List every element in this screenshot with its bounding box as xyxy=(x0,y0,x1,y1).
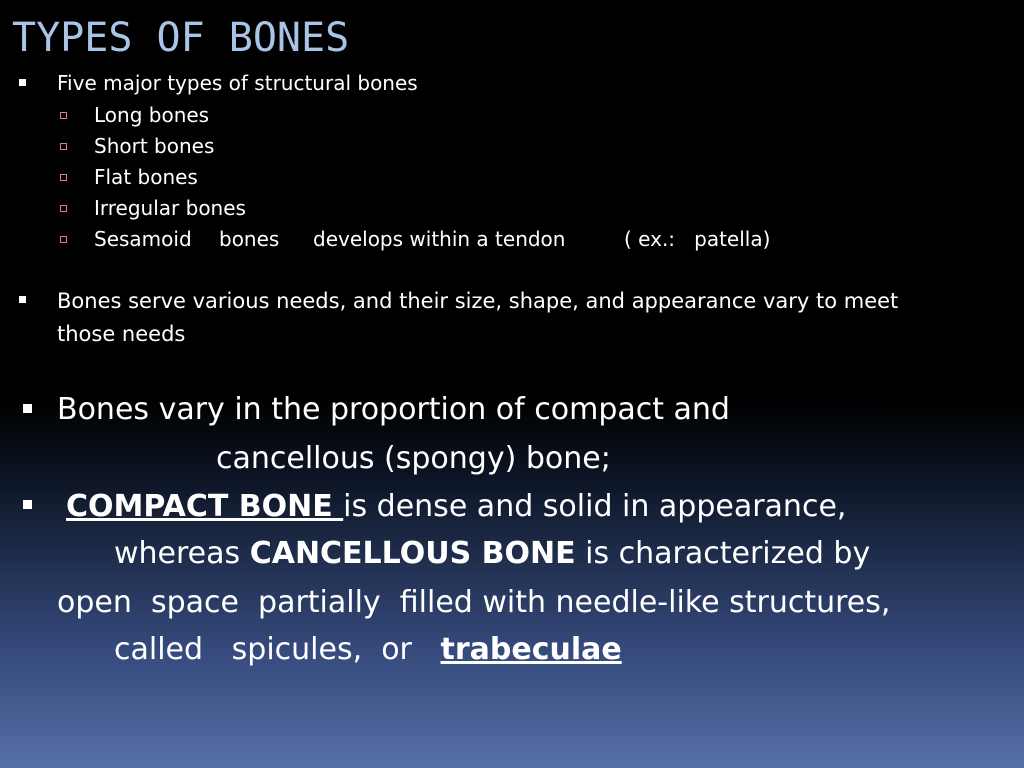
bullet-3-line-2: cancellous (spongy) bone; xyxy=(216,441,611,476)
sub-item-sesamoid-word: bones xyxy=(219,227,280,251)
sub-bullet-marker xyxy=(60,112,67,119)
sub-item-long: Long bones xyxy=(94,103,210,127)
bullet-4-line-1 xyxy=(66,483,846,531)
cancellous-bone-term: CANCELLOUS BONE xyxy=(249,536,576,571)
compact-bone-term: COMPACT BONE xyxy=(66,489,344,524)
sub-bullet-marker xyxy=(60,205,67,212)
slide-title: TYPES OF BONES xyxy=(12,15,350,61)
bullet-1-text: Five major types of structural bones xyxy=(57,71,418,95)
bullet-2-line-1: Bones serve various needs, and their size, shape, and appearance vary to meet xyxy=(57,289,899,313)
sub-item-sesamoid-name: Sesamoid xyxy=(94,227,192,251)
bullet-3-line-1: Bones vary in the proportion of compact and xyxy=(57,392,730,427)
bullet-2-line-2: those needs xyxy=(57,322,186,346)
bullet-marker xyxy=(23,404,32,413)
bullet-4-line-3: open space partially filled with needle-like structures, xyxy=(57,585,891,620)
whereas-text: whereas xyxy=(114,536,250,571)
sub-bullet-marker xyxy=(60,143,67,150)
sub-item-irregular: Irregular bones xyxy=(94,196,246,220)
sub-item-short: Short bones xyxy=(94,134,215,158)
sub-item-sesamoid-desc: develops within a tendon xyxy=(313,227,566,251)
bullet-4-line-4 xyxy=(114,626,622,674)
bullet-marker xyxy=(19,296,26,303)
sub-bullet-marker xyxy=(60,236,67,243)
trabeculae-term: trabeculae xyxy=(440,632,622,667)
cancellous-bone-desc: is characterized by xyxy=(575,536,871,571)
called-spicules-text: called spicules, or xyxy=(114,632,441,667)
compact-bone-desc: is dense and solid in appearance, xyxy=(343,489,847,524)
bullet-marker xyxy=(19,79,26,86)
bullet-4-line-2 xyxy=(114,530,870,578)
sub-item-flat: Flat bones xyxy=(94,165,198,189)
bullet-marker xyxy=(23,500,32,509)
sub-item-sesamoid-example: ( ex.: patella) xyxy=(624,227,771,251)
sub-bullet-marker xyxy=(60,174,67,181)
